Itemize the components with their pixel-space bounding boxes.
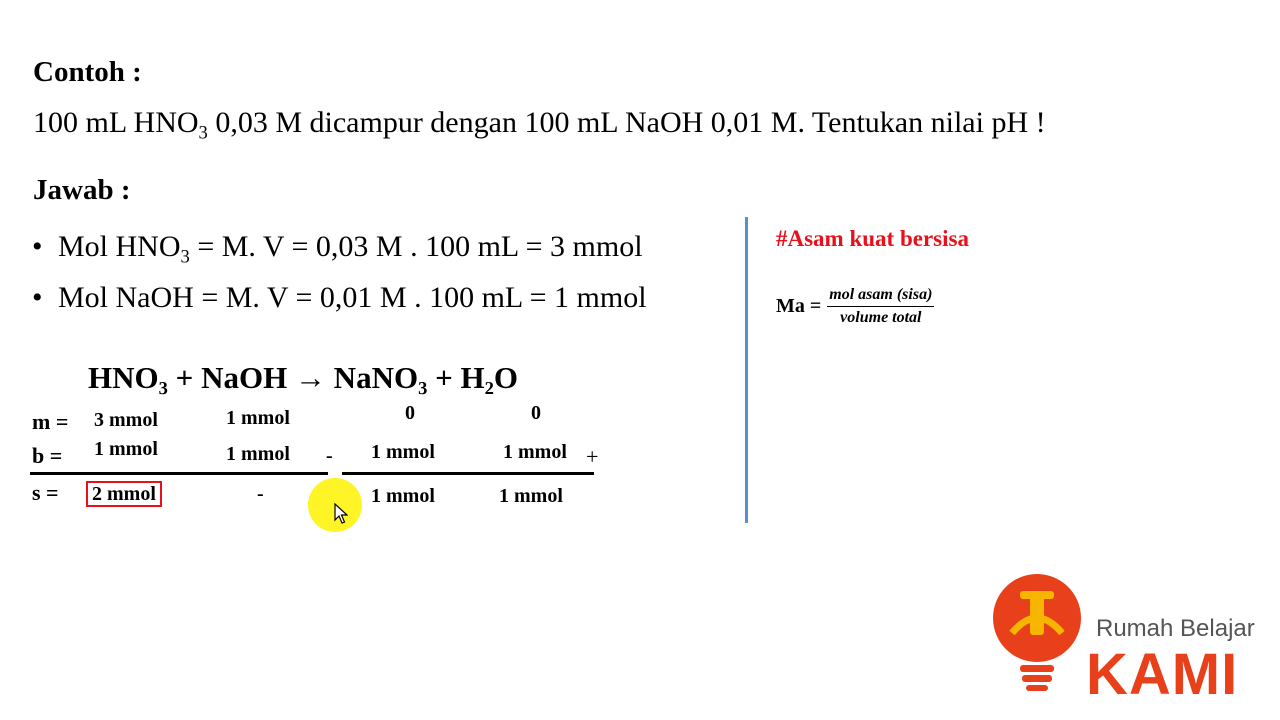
sidenote-title: #Asam kuat bersisa xyxy=(776,226,969,251)
bullet-mol-naoh xyxy=(32,281,647,315)
b-plus-sign: + xyxy=(586,444,599,469)
row-label-m: m = xyxy=(32,409,69,434)
formula-fraction xyxy=(827,286,934,327)
s-value-hno3: 2 mmol xyxy=(86,481,162,507)
s-value-h2o: 1 mmol xyxy=(499,485,563,507)
formula-denominator: volume total xyxy=(840,309,922,326)
mouse-pointer-icon xyxy=(334,503,348,525)
b-value-nano3: 1 mmol xyxy=(371,441,435,463)
question-part1: 100 mL HNO xyxy=(33,106,199,139)
b-value-hno3: 1 mmol xyxy=(94,438,158,460)
bullet-subscript: 3 xyxy=(180,246,190,268)
m-value-nano3: 0 xyxy=(405,402,415,424)
bullet-text: Mol NaOH = M. V = 0,01 M . 100 mL = 1 mmol xyxy=(58,281,647,314)
formula-numerator: mol asam (sisa) xyxy=(827,286,934,307)
row-label-b: b = xyxy=(32,443,63,468)
bullet-dot: • xyxy=(32,281,43,314)
logo-name: KAMI xyxy=(1086,642,1239,707)
s-value-hno3-box xyxy=(86,483,162,506)
bullet-text: Mol HNO xyxy=(58,230,181,263)
example-title: Contoh : xyxy=(33,56,142,88)
formula-lhs: Ma = xyxy=(776,295,822,317)
reaction-equation: HNO₃ + NaOH → NaNO₃ + H₂O xyxy=(88,360,519,395)
vertical-divider xyxy=(745,217,748,523)
molarity-formula xyxy=(776,286,934,327)
bullet-mol-hno3 xyxy=(32,230,643,268)
s-value-nano3: 1 mmol xyxy=(371,485,435,507)
bullet-dot: • xyxy=(32,230,43,263)
bullet-text-rest: = M. V = 0,03 M . 100 mL = 3 mmol xyxy=(189,230,643,263)
s-value-naoh: - xyxy=(257,483,264,505)
lightbulb-icon xyxy=(990,573,1090,693)
m-value-hno3: 3 mmol xyxy=(94,409,158,431)
question-part2: 0,03 M dicampur dengan 100 mL NaOH 0,01 M. Tentukan nilai pH ! xyxy=(207,106,1046,139)
sum-line-left xyxy=(30,472,328,475)
b-value-h2o: 1 mmol xyxy=(503,441,567,463)
answer-title: Jawab : xyxy=(33,174,131,206)
m-value-h2o: 0 xyxy=(531,402,541,424)
b-minus-sign: - xyxy=(326,445,333,467)
m-value-naoh: 1 mmol xyxy=(226,407,290,429)
question-text xyxy=(33,106,1046,144)
sum-line-right xyxy=(342,472,594,475)
logo-subtitle: Rumah Belajar xyxy=(1096,615,1255,642)
b-value-naoh: 1 mmol xyxy=(226,443,290,465)
row-label-s: s = xyxy=(32,480,59,505)
question-subscript: 3 xyxy=(198,122,208,144)
